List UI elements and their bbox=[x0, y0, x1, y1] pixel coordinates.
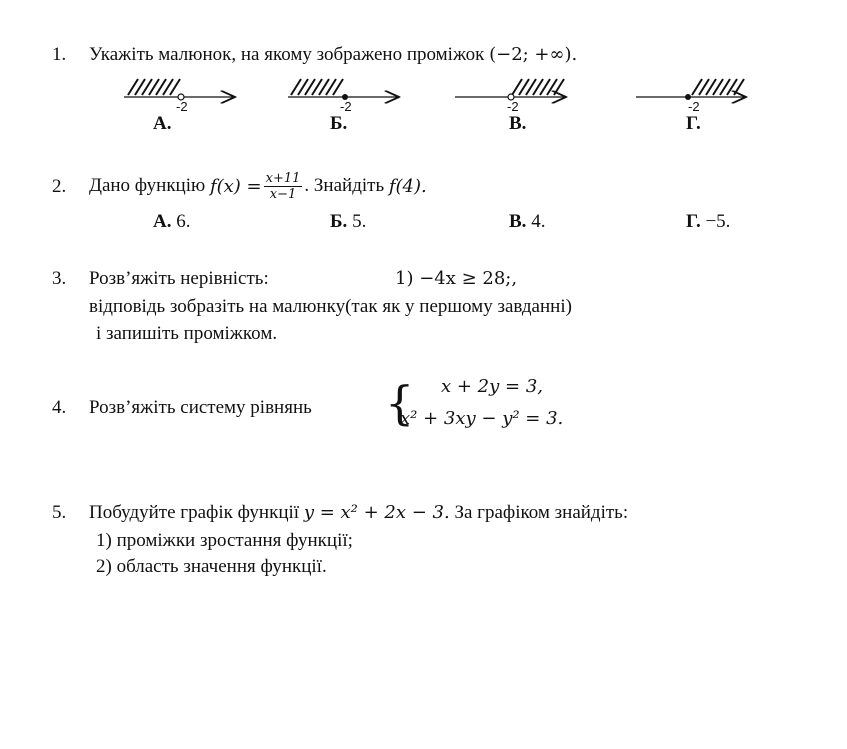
task3-inequality: 1) −4x ≥ 28;, bbox=[395, 268, 518, 289]
task2-option-b bbox=[330, 211, 366, 233]
task2-option-g bbox=[686, 211, 730, 233]
task5-formula: y = x² + 2x − 3. bbox=[303, 502, 450, 523]
option-g-label: Г. bbox=[686, 113, 701, 134]
option-g-number-line bbox=[636, 79, 746, 100]
option-value: 4. bbox=[531, 211, 546, 232]
task3-statement: Розв’яжіть нерівність: bbox=[89, 268, 269, 289]
task2-find: . Знайдіть bbox=[304, 175, 385, 196]
task3-number: 3. bbox=[52, 268, 67, 289]
option-a-label: А. bbox=[153, 113, 172, 134]
option-v-number-line bbox=[455, 79, 566, 100]
option-b-axis-label: -2 bbox=[340, 99, 352, 114]
task4-equation-2: x² + 3xy − y² = 3. bbox=[400, 408, 564, 429]
option-letter: В. bbox=[509, 211, 527, 232]
task5-find: За графіком знайдіть: bbox=[454, 502, 629, 523]
task3-line2: відповідь зобразіть на малюнку(так як у першому завданні) bbox=[89, 296, 572, 317]
option-letter: Г. bbox=[686, 211, 701, 232]
task1-number-lines bbox=[0, 70, 847, 120]
task5-text bbox=[89, 502, 628, 524]
task2-option-v bbox=[509, 211, 545, 233]
task2-text bbox=[89, 166, 427, 206]
task1-interval: (−2; +∞). bbox=[489, 44, 578, 65]
option-value: 5. bbox=[352, 211, 367, 232]
task2-function: f(x) = bbox=[209, 175, 262, 197]
option-b-number-line bbox=[288, 79, 399, 100]
task1-text bbox=[89, 44, 577, 66]
option-v-axis-label: -2 bbox=[507, 99, 519, 114]
task1-number: 1. bbox=[52, 44, 67, 65]
task2-eval: f(4). bbox=[388, 175, 427, 197]
task3-line3: і запишіть проміжком. bbox=[96, 323, 278, 344]
task2-fraction bbox=[264, 171, 303, 202]
task5-number: 5. bbox=[52, 502, 67, 523]
task4-equation-1: x + 2y = 3, bbox=[441, 376, 543, 397]
fraction-numerator: x+11 bbox=[265, 170, 301, 186]
option-value: −5. bbox=[705, 211, 731, 232]
option-letter: А. bbox=[153, 211, 172, 232]
option-g-axis-label: -2 bbox=[688, 99, 700, 114]
task2-number: 2. bbox=[52, 176, 67, 197]
option-a-axis-label: -2 bbox=[176, 99, 188, 114]
option-v-label: В. bbox=[509, 113, 527, 134]
task4-statement: Розв’яжіть систему рівнянь bbox=[89, 397, 312, 418]
option-letter: Б. bbox=[330, 211, 348, 232]
task5-item-1: 1) проміжки зростання функції; bbox=[96, 530, 353, 551]
option-a-number-line bbox=[124, 79, 235, 100]
option-b-label: Б. bbox=[330, 113, 348, 134]
task1-statement: Укажіть малюнок, на якому зображено проміжок bbox=[89, 44, 485, 65]
task5-item-2: 2) область значення функції. bbox=[96, 556, 327, 577]
fraction-denominator: x−1 bbox=[269, 186, 297, 202]
task2-option-a bbox=[153, 211, 190, 233]
system-brace: { bbox=[385, 376, 415, 430]
task2-statement: Дано функцію bbox=[89, 175, 206, 196]
task4-number: 4. bbox=[52, 397, 67, 418]
option-value: 6. bbox=[176, 211, 191, 232]
task5-statement: Побудуйте графік функції bbox=[89, 502, 300, 523]
